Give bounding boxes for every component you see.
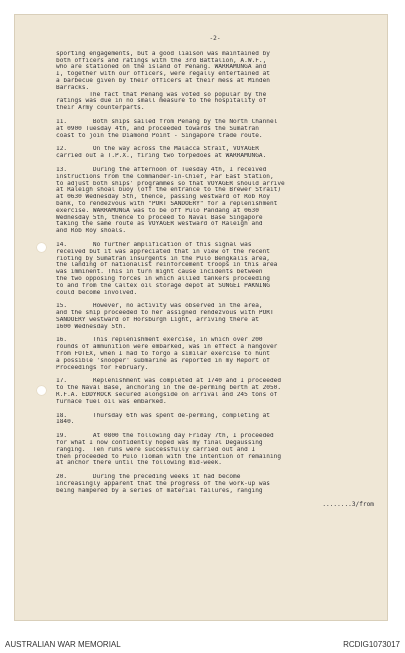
text-line: and Rob Roy shoals. <box>56 228 127 235</box>
text-line: rounds of ammunition were embarked, was in effect a hangover <box>56 344 278 351</box>
text-line: 16. This replenishment exercise, in which over 200 <box>56 337 263 344</box>
text-line: Proceedings for February. <box>56 364 149 371</box>
text-line: and the ship proceeded to her assigned rendezvous with PORT <box>56 310 274 317</box>
text-line: a possible 'snooper' submarine as reported in my Report of <box>56 357 270 364</box>
punch-hole <box>36 242 47 253</box>
paragraph <box>56 413 374 427</box>
text-line: R.F.A. EDDYROCK secured alongside on arrival and 245 tons of <box>56 392 278 399</box>
text-line: the landing of nationalist reinforcement troops in this area <box>56 262 278 269</box>
text-line: for what I now confidently hoped was my final Degaussing <box>56 440 263 447</box>
text-line: 1840. <box>56 419 75 426</box>
text-line: from FOTEX, when I had to forgo a similar exercise to hunt <box>56 351 270 358</box>
paragraph <box>56 378 374 405</box>
footer-source: AUSTRALIAN WAR MEMORIAL <box>5 640 121 649</box>
text-line: at 0900 Tuesday 4th, and proceeded towards the Sumatran <box>56 125 259 132</box>
paragraph <box>56 146 374 160</box>
footer-reference: RCDIG1073017 <box>343 640 400 649</box>
archive-footer <box>0 629 405 653</box>
text-line: then proceeded to Pulo Tioman with the intention of remaining <box>56 453 282 460</box>
text-line: coast to join the Diamond Point - Singapore trade route. <box>56 132 263 139</box>
text-line: instructions from the Commander-in-Chief, Far East Station, <box>56 173 274 180</box>
text-line: ratings was due in no small measure to the hospitality of <box>56 98 267 105</box>
text-line: their Army counterparts. <box>56 105 145 112</box>
text-line: sporting engagements, but a good liaison was maintained by <box>56 50 270 57</box>
text-line: The fact that Penang was voted so popular by the <box>56 91 267 98</box>
text-line: carried out a T.P.X., firing two torpedoes at WARRAMUNGA. <box>56 153 267 160</box>
text-line: was imminent. This in turn might cause incidents between <box>56 269 263 276</box>
text-line: 12. On the way across the Malacca Strait, VOYAGER <box>56 146 259 153</box>
text-line: Wednesday 5th, thence to proceed to Naval Base Singapore <box>56 214 263 221</box>
text-line: 1600 Wednesday 5th. <box>56 323 127 330</box>
paragraph <box>56 242 374 296</box>
text-line: furnace fuel oil was embarked. <box>56 398 167 405</box>
text-line: at anchor there until the following mid-week. <box>56 460 222 467</box>
text-line: exercise. WARRAMUNGA was to be off Pulo Pandang at 0630 <box>56 207 259 214</box>
text-line: to and from the Caltex oil storage depot at SUNGEI PAKNING <box>56 282 270 289</box>
text-line: who are stationed on the island of Penang. WARRAMUNGA and <box>56 64 267 71</box>
typed-text-body <box>56 36 374 508</box>
paragraph-list <box>56 51 374 495</box>
text-line: at 0630 Wednesday 5th, thence, passing westward of Rob Roy <box>56 194 270 201</box>
text-line: 17. Replenishment was completed at 1740 and I proceeded <box>56 378 282 385</box>
page-number: -2- <box>209 35 221 42</box>
text-line: 14. No further amplification of this signal was <box>56 241 252 248</box>
text-line: at Raleigh shoal buoy (off the entrance to the Brewer Strait) <box>56 187 282 194</box>
paragraph <box>56 433 374 467</box>
paragraph <box>56 167 374 235</box>
paragraph <box>56 337 374 371</box>
paragraph <box>56 119 374 139</box>
catchword: ........3/from <box>322 500 374 508</box>
text-line: 18. Thursday 6th was spent de-perming, completing at <box>56 412 270 419</box>
text-line: 19. At 0800 the following day Friday 7th, I proceeded <box>56 433 274 440</box>
text-line: 15. However, no activity was observed in the area, <box>56 303 263 310</box>
text-line: to adjust both ships' programmes so that VOYAGER should arrive <box>56 180 285 187</box>
text-line: increasingly apparent that the progress of the work-up was <box>56 481 270 488</box>
text-line: 11. Both ships sailed from Penang by the North Channel <box>56 118 278 125</box>
text-line: bank, to rendezvous with "PORT SANDOERY" for a replenishment <box>56 200 278 207</box>
paragraph <box>56 303 374 330</box>
text-line: being hampered by a series of material failures, ranging <box>56 487 263 494</box>
text-line: to the Naval Base, anchoring in the de-perming berth at 2050. <box>56 385 282 392</box>
text-line: I, together with our officers, were regally entertained at <box>56 71 270 78</box>
text-line: 13. During the afternoon of Tuesday 4th, I received <box>56 166 267 173</box>
text-line: SANDOERY westward of Horsburgh Light, arriving there at <box>56 316 259 323</box>
text-line: Barracks. <box>56 84 90 91</box>
punch-hole <box>36 385 47 396</box>
paragraph <box>56 51 374 112</box>
text-line: received but it was appreciated that in view of the recent <box>56 248 270 255</box>
text-line: 20. During the preceding weeks it had become <box>56 474 241 481</box>
text-line: the two opposing forces in which allied tankers proceeding <box>56 275 270 282</box>
paragraph <box>56 474 374 494</box>
text-line: taking the same route as VOYAGER westward of Raleigh and <box>56 221 263 228</box>
text-line: a barbecue given by their officers at their mess at Minden <box>56 77 270 84</box>
text-line: both officers and ratings with the 3rd Battalion, A.W.F., <box>56 57 267 64</box>
text-line: rioting by Sumatran insurgents in the Pulo Bengkalis area, <box>56 255 270 262</box>
text-line: could become involved. <box>56 289 138 296</box>
text-line: ranging. Ten runs were successfully carried out and I <box>56 446 256 453</box>
